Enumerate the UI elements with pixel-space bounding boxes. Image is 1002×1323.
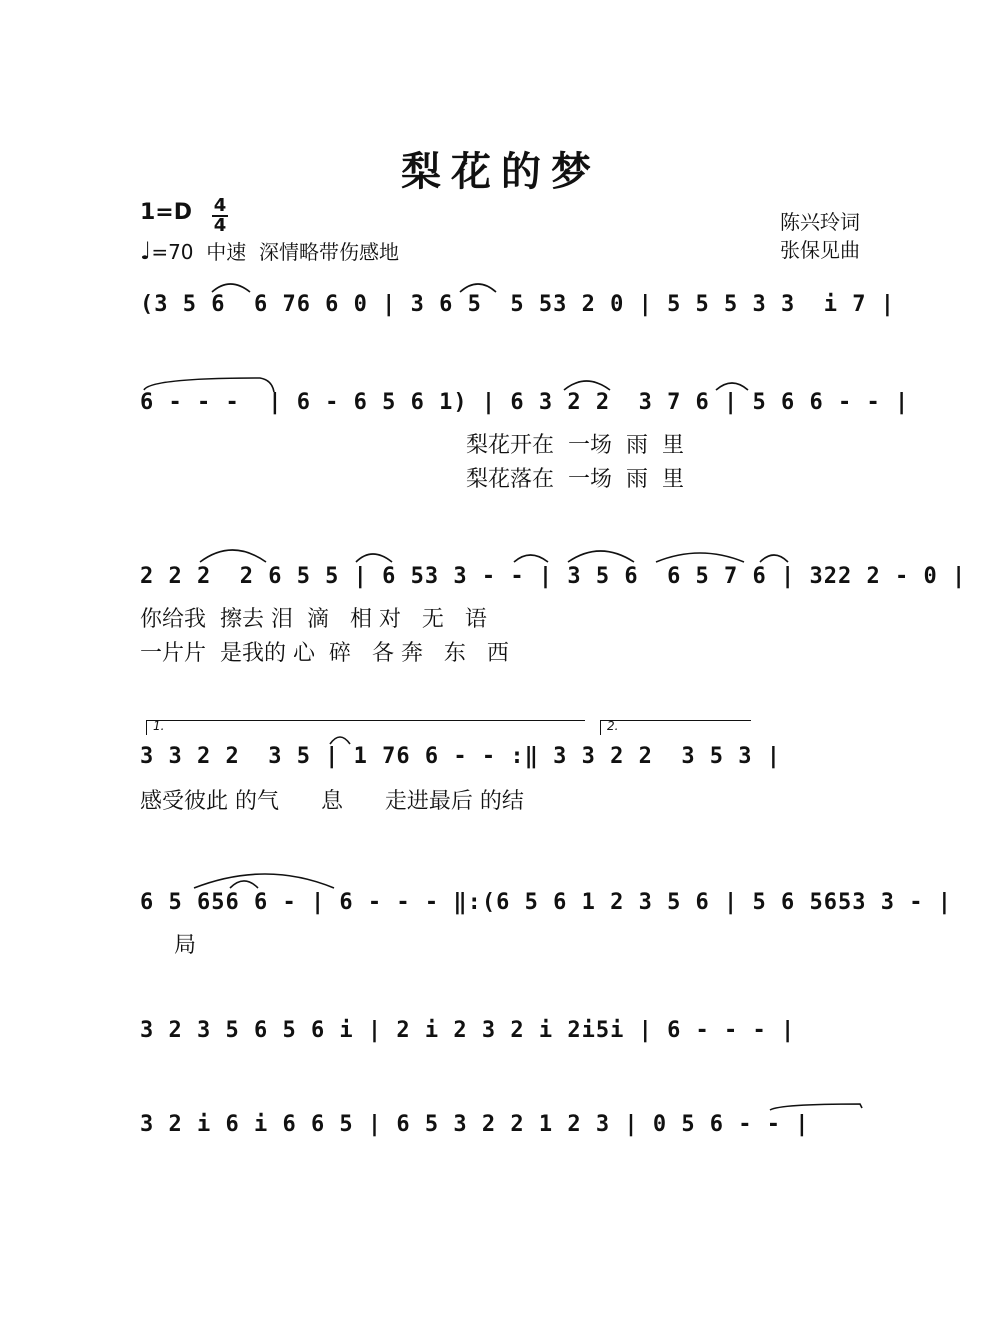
slur-mark bbox=[194, 874, 334, 888]
slur-mark bbox=[230, 881, 258, 888]
slur-mark bbox=[460, 284, 496, 292]
slur-mark bbox=[330, 737, 350, 744]
slur-mark bbox=[564, 381, 610, 390]
time-numerator: 4 bbox=[213, 195, 227, 216]
notation-row-4: 3 3 2 2 3 5 | 1 76 6 - - :‖ 3 3 2 2 3 5 3 | bbox=[140, 744, 782, 769]
notation-row-3: 2 2 2 2 6 5 5 | 6 53 3 - - | 3 5 6 6 5 7 6 | 322 2 - 0 | bbox=[140, 564, 967, 589]
quarter-note-icon: ♩ bbox=[140, 237, 152, 265]
slur-mark bbox=[568, 551, 634, 562]
slur-mark bbox=[770, 1104, 862, 1110]
slur-mark bbox=[716, 383, 748, 390]
lyric-row-2-verse-2: 梨花落在 一场 雨 里 bbox=[466, 467, 684, 492]
lyric-row-5: 局 bbox=[160, 933, 196, 958]
lyric-row-4: 感受彼此 的气 息 走进最后 的结 bbox=[140, 789, 524, 814]
notation-row-7: 3 2 i 6 i 6 6 5 | 6 5 3 2 2 1 2 3 | 0 5 6 - - | bbox=[140, 1112, 810, 1137]
tempo-text: =70 中速 深情略带伤感地 bbox=[151, 240, 399, 264]
lyric-row-3-verse-2: 一片片 是我的 心 碎 各 奔 东 西 bbox=[140, 641, 509, 666]
slur-mark bbox=[514, 555, 548, 562]
key-signature: 1=D bbox=[140, 200, 193, 225]
slur-mark bbox=[356, 554, 392, 562]
slur-mark bbox=[144, 378, 274, 392]
slur-mark bbox=[656, 553, 744, 562]
song-title: 梨花的梦 bbox=[401, 148, 601, 195]
first-ending-label: 1. bbox=[153, 719, 165, 733]
lyric-row-3-verse-1: 你给我 擦去 泪 滴 相 对 无 语 bbox=[140, 607, 487, 632]
notation-row-2: 6 - - - | 6 - 6 5 6 1) | 6 3 2 2 3 7 6 | 5 6 6 - - | bbox=[140, 390, 910, 415]
lyricist-credit: 陈兴玲词 bbox=[780, 210, 860, 234]
slur-mark bbox=[760, 555, 788, 562]
notation-row-6: 3 2 3 5 6 5 6 i | 2 i 2 3 2 i 2i5i | 6 - - - | bbox=[140, 1018, 796, 1043]
time-denominator: 4 bbox=[213, 215, 227, 236]
slur-mark bbox=[200, 550, 266, 562]
composer-credit: 张保见曲 bbox=[780, 238, 860, 262]
lyric-row-2-verse-1: 梨花开在 一场 雨 里 bbox=[466, 433, 684, 458]
notation-row-1: (3 5 6 6 76 6 0 | 3 6 5 5 53 2 0 | 5 5 5 3 3 i 7 | bbox=[140, 292, 895, 317]
slur-mark bbox=[212, 284, 250, 292]
second-ending-label: 2. bbox=[607, 719, 619, 733]
notation-row-5: 6 5 656 6 - | 6 - - - ‖:(6 5 6 1 2 3 5 6 | 5 6 5653 3 - | bbox=[140, 890, 952, 915]
